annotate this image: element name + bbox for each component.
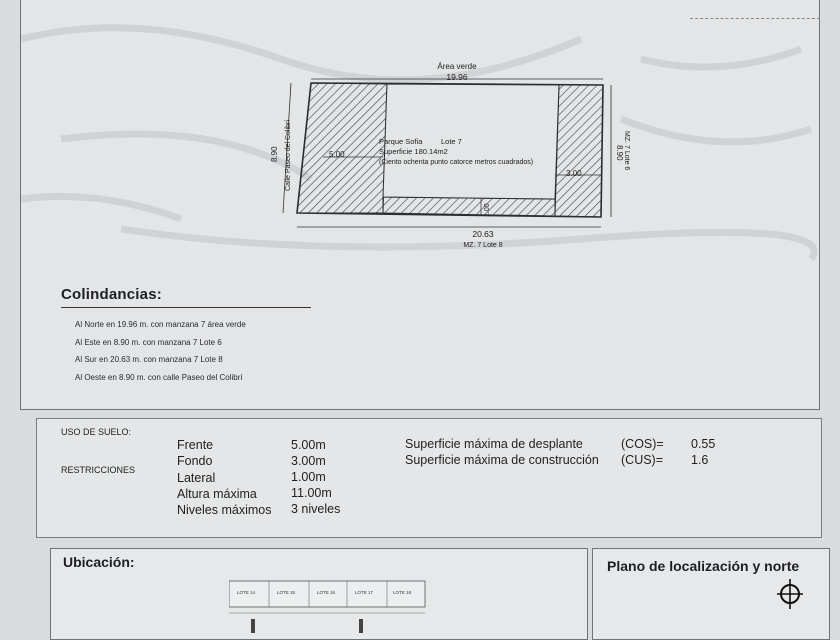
- south-dimension: 20.63: [472, 229, 494, 239]
- cus-code: (CUS)=: [621, 453, 664, 467]
- fondo-value: 3.00m: [291, 454, 326, 468]
- west-setback-value: 5.00: [329, 150, 345, 159]
- uso-title: USO DE SUELO:: [61, 427, 132, 437]
- restricciones-label: RESTRICCIONES: [61, 465, 136, 475]
- ubicacion-panel: [50, 548, 588, 640]
- east-setback-value: 3.00: [566, 169, 582, 178]
- colindancias-rule: [61, 307, 311, 308]
- plano-localizacion-panel: [592, 548, 830, 640]
- fondo-label: Fondo: [177, 454, 213, 468]
- west-setback-area: [297, 83, 387, 213]
- surface-words: (Ciento ochenta punto catorce metros cuadrados): [379, 159, 534, 166]
- colindancia-este: Al Este en 8.90 m. con manzana 7 Lote 6: [75, 338, 222, 347]
- south-setback-area: [383, 197, 555, 216]
- lot-18-label: LOTE 18: [393, 590, 412, 595]
- south-setback-value: 1.00: [484, 203, 491, 217]
- lot-label: Lote 7: [441, 137, 462, 146]
- cus-label: Superficie máxima de construcción: [405, 453, 599, 467]
- location-mini-map: [229, 579, 439, 634]
- east-dimension: 8.90: [615, 145, 624, 161]
- west-street-label: Calle Paseo del Colibrí: [285, 119, 292, 191]
- north-label: Área verde: [437, 62, 477, 71]
- lot-17-label: LOTE 17: [355, 590, 374, 595]
- ubicacion-title: Ubicación:: [63, 554, 135, 570]
- lot-plan-panel: [20, 0, 820, 410]
- altura-value: 11.00m: [291, 486, 332, 500]
- lateral-value: 1.00m: [291, 470, 326, 484]
- site-plan-drawing: [21, 0, 819, 409]
- cus-value: 1.6: [691, 453, 709, 467]
- frente-value: 5.00m: [291, 438, 326, 452]
- park-label: Parque Sofia: [379, 137, 423, 146]
- north-dimension: 19.96: [446, 72, 468, 82]
- plano-title: Plano de localización y norte: [607, 558, 800, 574]
- lot-16-label: LOTE 16: [317, 590, 336, 595]
- frente-label: Frente: [177, 438, 214, 452]
- west-dimension: 8.90: [270, 146, 279, 162]
- cos-code: (COS)=: [621, 437, 664, 451]
- lot-15-label: LOTE 15: [277, 590, 296, 595]
- surface-label: Superficie 180.14m2: [379, 147, 448, 156]
- cos-value: 0.55: [691, 437, 716, 451]
- niveles-value: 3 niveles: [291, 502, 341, 516]
- colindancia-norte: Al Norte en 19.96 m. con manzana 7 área verde: [75, 320, 246, 329]
- colindancias-title: Colindancias:: [61, 286, 162, 303]
- lateral-label: Lateral: [177, 471, 216, 485]
- colindancia-oeste: Al Oeste en 8.90 m. con calle Paseo del Colibrí: [75, 373, 243, 382]
- north-compass-icon: [773, 577, 807, 611]
- lot-14-label: LOTE 14: [237, 590, 256, 595]
- altura-label: Altura máxima: [177, 487, 257, 501]
- east-setback-area: [555, 85, 603, 217]
- uso-de-suelo-panel: [36, 418, 822, 538]
- east-lot-label: MZ. 7 Lote 6: [623, 131, 630, 171]
- niveles-label: Niveles máximos: [177, 503, 272, 517]
- colindancia-sur: Al Sur en 20.63 m. con manzana 7 Lote 8: [75, 355, 223, 364]
- top-right-rule: [690, 18, 820, 19]
- cos-label: Superficie máxima de desplante: [405, 437, 583, 451]
- south-lot-label: MZ. 7 Lote 8: [463, 242, 503, 249]
